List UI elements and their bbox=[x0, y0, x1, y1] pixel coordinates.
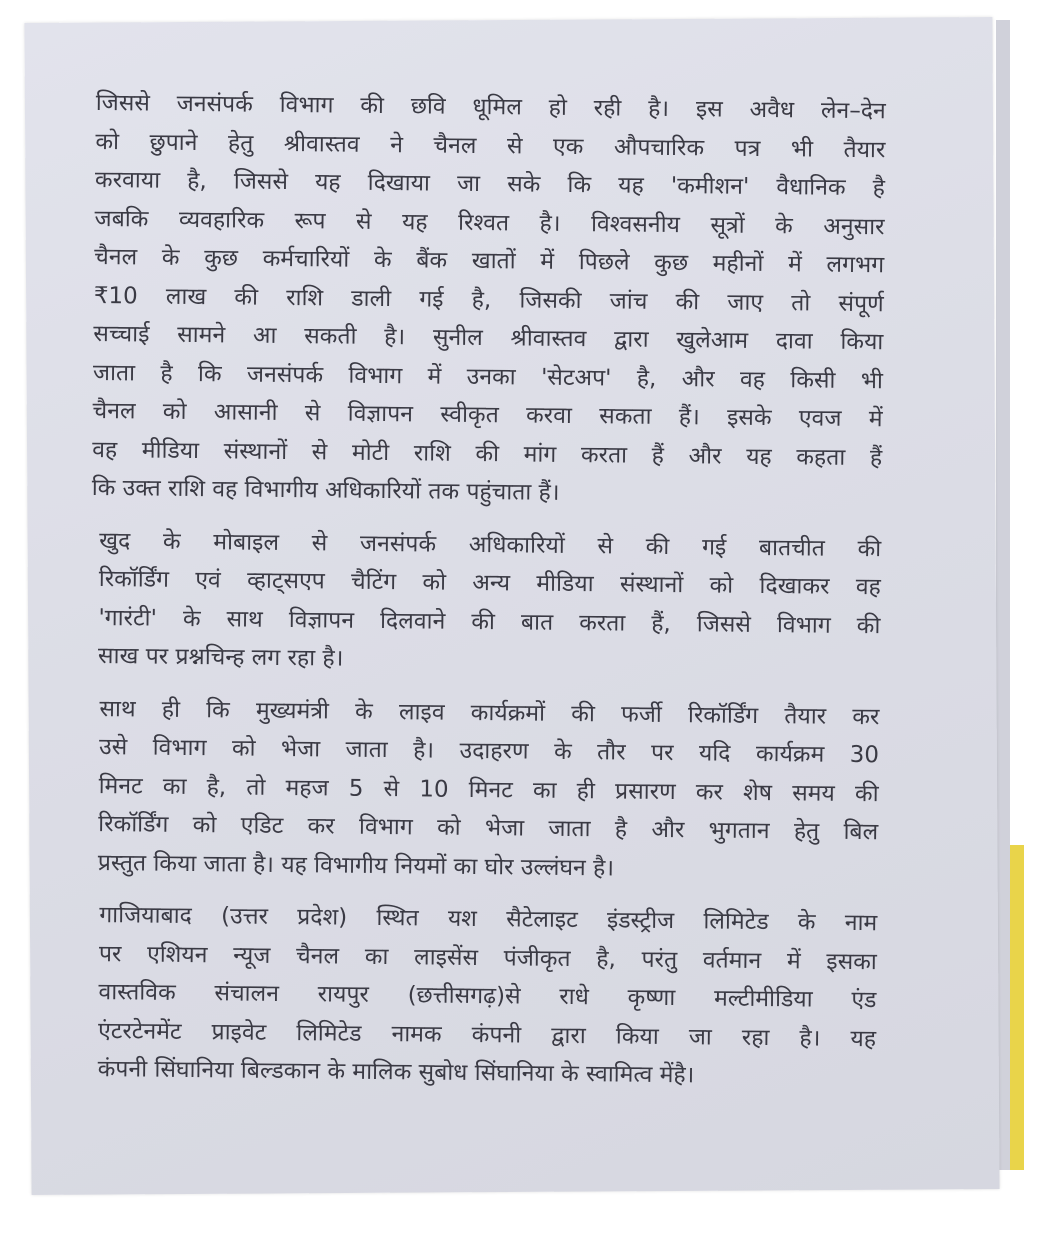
yellow-page-edge bbox=[1008, 845, 1024, 1170]
text-line: रिकॉर्डिंग एवं व्हाट्सएप चैटिंग को अन्य मीडिया संस्थानों को दिखाकर वह bbox=[98, 566, 881, 601]
text-line: चैनल के कुछ कर्मचारियों के बैंक खातों में पिछले कुछ महीनों में लगभग bbox=[94, 243, 885, 279]
text-line: रिकॉर्डिंग को एडिट कर विभाग को भेजा जाता है और भुगतान हेतु बिल bbox=[98, 811, 879, 846]
paragraph-1 bbox=[92, 84, 886, 516]
text-line: पर एशियन न्यूज चैनल का लाइसेंस पंजीकृत है, परंतु वर्तमान में इसका bbox=[98, 940, 877, 975]
paragraph-4 bbox=[97, 896, 877, 1097]
text-line: साथ ही कि मुख्यमंत्री के लाइव कार्यक्रमों की फर्जी रिकॉर्डिंग तैयार कर bbox=[99, 695, 880, 730]
text-line: कि उक्त राशि वह विभागीय अधिकारियों तक पहुंचाता हैं। bbox=[91, 474, 560, 506]
text-line: वह मीडिया संस्थानों से मोटी राशि की मांग करता हैं और यह कहता हैं bbox=[92, 436, 883, 471]
text-line: जाता है कि जनसंपर्क विभाग में उनका 'सेटअप' है, और वह किसी भी bbox=[92, 359, 884, 394]
text-line: करवाया है, जिससे यह दिखाया जा सके कि यह 'कमीशन' वैधानिक है bbox=[94, 166, 886, 202]
text-line: खुद के मोबाइल से जनसंपर्क अधिकारियों से की गई बातचीत की bbox=[99, 527, 882, 562]
text-line: वास्तविक संचालन रायपुर (छत्तीसगढ़)से राधे कृष्णा मल्टीमीडिया एंड bbox=[98, 979, 877, 1014]
text-line: जिससे जनसंपर्क विभाग की छवि धूमिल हो रही है। इस अवैध लेन–देन bbox=[95, 89, 886, 125]
document-text bbox=[85, 84, 886, 1111]
text-line: साख पर प्रश्नचिन्ह लग रहा है। bbox=[97, 643, 344, 672]
paragraph-2 bbox=[98, 522, 882, 684]
text-line: प्रस्तुत किया जाता है। यह विभागीय नियमों का घोर उल्लंघन है। bbox=[97, 849, 615, 881]
text-line: गाजियाबाद (उत्तर प्रदेश) स्थित यश सैटेलाइट इंडस्ट्रीज लिमिटेड के नाम bbox=[99, 902, 878, 937]
text-line: ₹10 लाख की राशि डाली गई है, जिसकी जांच की जाए तो संपूर्ण bbox=[93, 282, 884, 317]
paragraph-3 bbox=[98, 690, 880, 891]
text-line: उसे विभाग को भेजा जाता है। उदाहरण के तौर पर यदि कार्यक्रम 30 bbox=[98, 734, 880, 769]
text-line: को छुपाने हेतु श्रीवास्तव ने चैनल से एक औपचारिक पत्र भी तैयार bbox=[95, 128, 886, 163]
text-line: कंपनी सिंघानिया बिल्डकान के मालिक सुबोध सिंघानिया के स्वामित्व मेंहै। bbox=[97, 1056, 695, 1089]
text-line: मिनट का है, तो महज 5 से 10 मिनट का ही प्रसारण कर शेष समय की bbox=[98, 772, 879, 807]
text-line: जबकि व्यवहारिक रूप से यह रिश्वत है। विश्वसनीय सूत्रों के अनुसार bbox=[94, 205, 885, 240]
text-line: एंटरटेनमेंट प्राइवेट लिमिटेड नामक कंपनी द्वारा किया जा रहा है। यह bbox=[97, 1017, 877, 1052]
text-line: सच्चाई सामने आ सकती है। सुनील श्रीवास्तव द्वारा खुलेआम दावा किया bbox=[93, 320, 884, 356]
text-line: चैनल को आसानी से विज्ञापन स्वीकृत करवा सकता हैं। इसके एवज में bbox=[92, 397, 883, 433]
text-line: 'गारंटी' के साथ विज्ञापन दिलवाने की बात करता हैं, जिससे विभाग की bbox=[98, 604, 881, 639]
